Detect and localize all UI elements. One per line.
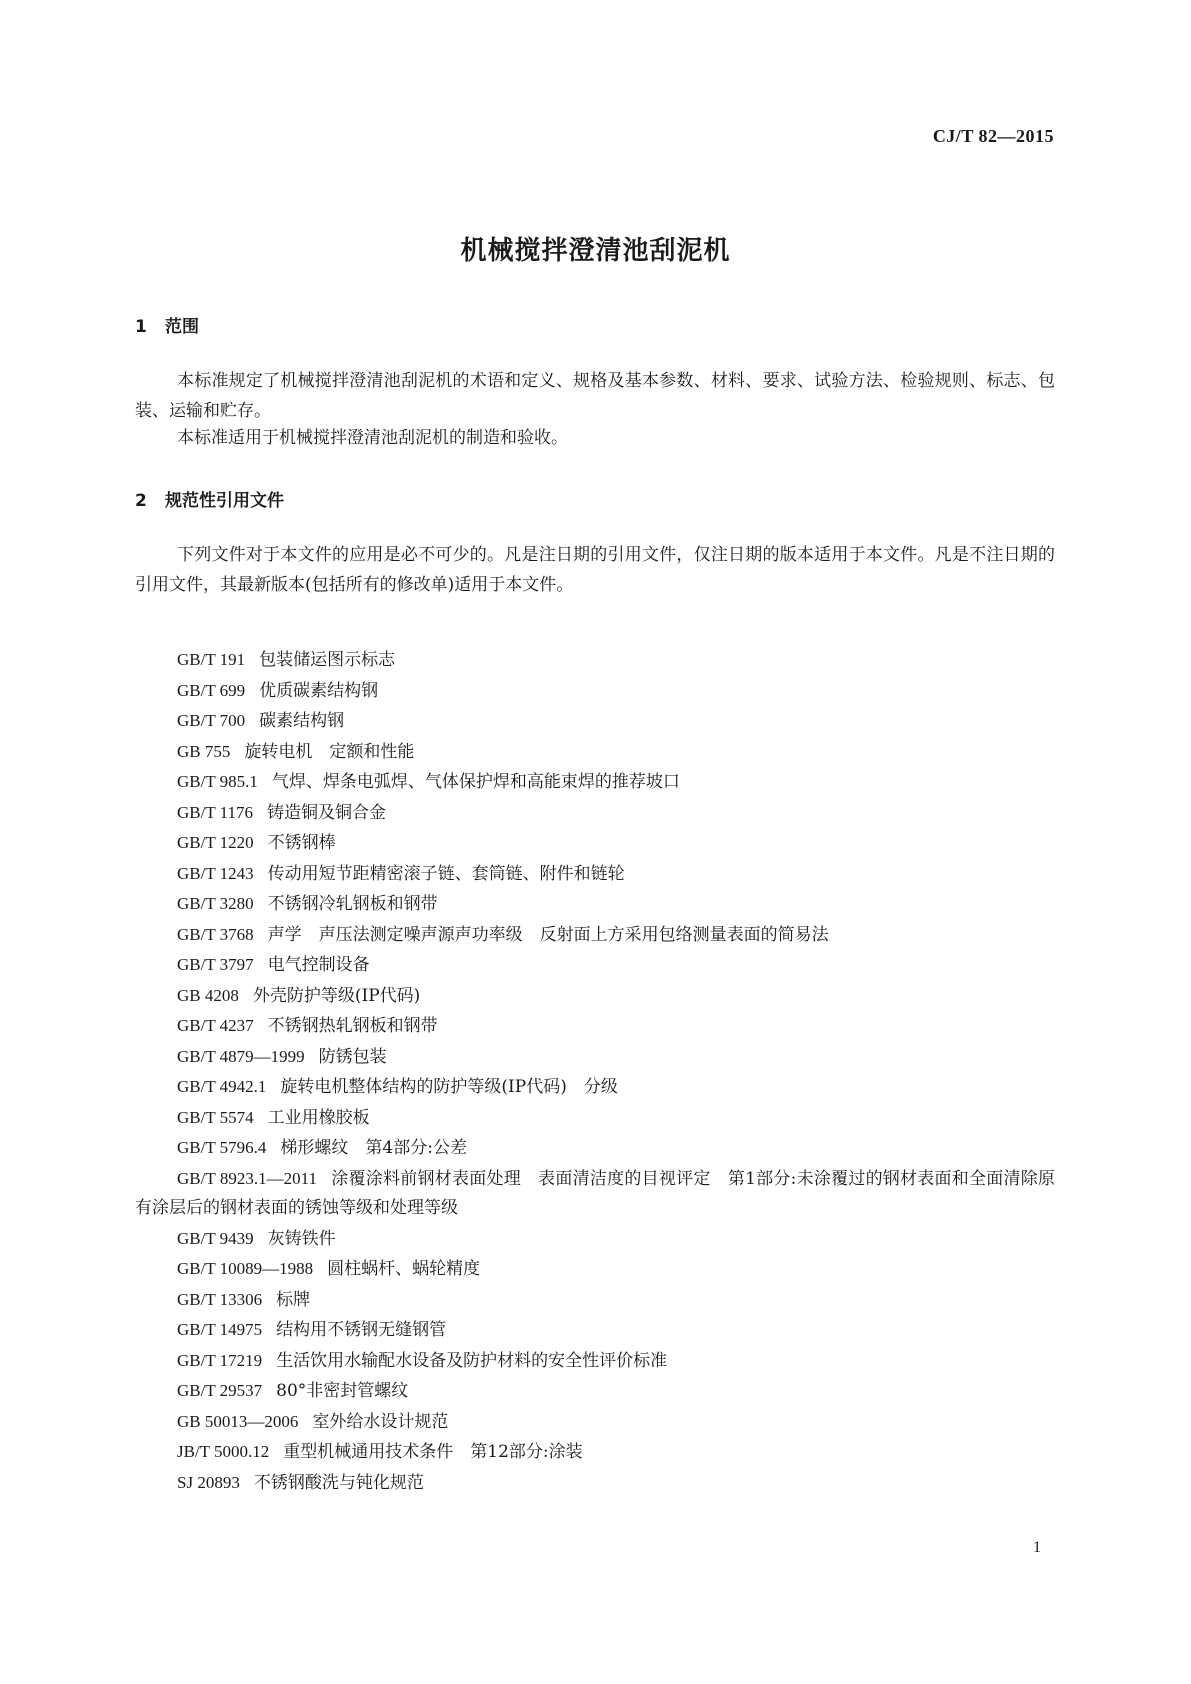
reference-item <box>135 645 1055 676</box>
reference-item <box>135 828 1055 859</box>
reference-code: GB/T 4942.1 <box>177 1077 267 1096</box>
reference-item <box>135 889 1055 920</box>
reference-title: 80°非密封管螺纹 <box>276 1381 409 1401</box>
reference-code: GB/T 9439 <box>177 1228 254 1248</box>
reference-title: 灰铸铁件 <box>267 1228 336 1249</box>
reference-code: GB 755 <box>177 741 231 761</box>
reference-title: 不锈钢棒 <box>267 833 336 853</box>
reference-item <box>135 1042 1055 1073</box>
reference-title: 工业用橡胶板 <box>267 1107 370 1128</box>
reference-title: 室外给水设计规范 <box>312 1411 449 1432</box>
page-number: 1 <box>1033 1539 1041 1556</box>
reference-item <box>135 1376 1055 1407</box>
reference-code: GB/T 1176 <box>177 802 254 822</box>
section-1-paragraph-1: 本标准规定了机械搅拌澄清池刮泥机的术语和定义、规格及基本参数、材料、要求、试验方法、检验规则、标志、包装、运输和贮存。 <box>135 371 1055 421</box>
reference-item <box>135 1164 1055 1224</box>
reference-title: 气焊、焊条电弧焊、气体保护焊和高能束焊的推荐坡口 <box>271 772 680 792</box>
reference-item <box>135 1224 1055 1255</box>
reference-code: GB/T 17219 <box>177 1350 263 1370</box>
reference-title: 外壳防护等级(IP代码) <box>252 985 421 1006</box>
reference-item <box>135 676 1055 707</box>
reference-item <box>135 1285 1055 1316</box>
reference-code: GB/T 191 <box>177 650 246 669</box>
reference-item <box>135 767 1055 798</box>
reference-title: 旋转电机整体结构的防护等级(IP代码) 分级 <box>280 1077 618 1097</box>
normative-references-list <box>135 645 1055 1498</box>
reference-code: GB/T 1243 <box>177 863 254 883</box>
reference-code: GB/T 29537 <box>177 1381 263 1400</box>
reference-title: 旋转电机 定额和性能 <box>244 741 415 762</box>
reference-title: 标牌 <box>276 1289 311 1310</box>
reference-title: 包装储运图示标志 <box>259 650 396 670</box>
reference-code: GB 4208 <box>177 985 239 1005</box>
reference-code: GB/T 13306 <box>177 1289 263 1309</box>
section-number: 2 <box>135 491 147 511</box>
reference-item <box>135 950 1055 981</box>
reference-title: 结构用不锈钢无缝钢管 <box>276 1320 447 1340</box>
reference-title: 圆柱蜗杆、蜗轮精度 <box>327 1259 481 1279</box>
reference-item <box>135 1133 1055 1164</box>
section-2-heading <box>135 486 284 511</box>
reference-title: 铸造铜及铜合金 <box>267 802 387 823</box>
reference-item <box>135 1407 1055 1438</box>
reference-code: GB/T 5796.4 <box>177 1138 267 1157</box>
reference-item <box>135 1072 1055 1103</box>
reference-code: GB/T 3797 <box>177 955 254 974</box>
reference-item <box>135 1011 1055 1042</box>
reference-title: 传动用短节距精密滚子链、套筒链、附件和链轮 <box>267 863 625 884</box>
reference-code: GB/T 8923.1—2011 <box>177 1168 318 1188</box>
reference-title: 不锈钢酸洗与钝化规范 <box>253 1472 424 1493</box>
reference-title: 电气控制设备 <box>267 955 370 975</box>
reference-item <box>135 1254 1055 1285</box>
reference-title: 生活饮用水输配水设备及防护材料的安全性评价标准 <box>276 1350 668 1371</box>
document-title: 机械搅拌澄清池刮泥机 <box>460 236 731 266</box>
reference-item <box>135 920 1055 951</box>
reference-code: GB/T 1220 <box>177 833 254 852</box>
reference-code: JB/T 5000.12 <box>177 1442 270 1461</box>
section-title: 范围 <box>165 317 199 337</box>
reference-code: GB/T 5574 <box>177 1107 254 1127</box>
reference-title: 优质碳素结构钢 <box>259 680 379 701</box>
reference-title: 重型机械通用技术条件 第12部分:涂装 <box>283 1442 583 1462</box>
reference-code: GB/T 14975 <box>177 1320 263 1339</box>
reference-code: GB/T 700 <box>177 711 246 730</box>
reference-code: GB 50013—2006 <box>177 1411 299 1431</box>
reference-code: GB/T 3280 <box>177 894 254 913</box>
reference-code: GB/T 3768 <box>177 924 254 944</box>
section-1-paragraph-2: 本标准适用于机械搅拌澄清池刮泥机的制造和验收。 <box>177 428 568 448</box>
reference-item <box>135 859 1055 890</box>
reference-item <box>135 1103 1055 1134</box>
reference-item <box>135 706 1055 737</box>
reference-title: 不锈钢冷轧钢板和钢带 <box>267 894 438 914</box>
document-code: CJ/T 82—2015 <box>932 126 1054 146</box>
section-1-heading <box>135 312 199 337</box>
reference-title: 碳素结构钢 <box>259 711 345 731</box>
reference-item <box>135 1468 1055 1499</box>
reference-title: 涂覆涂料前钢材表面处理 表面清洁度的目视评定 第1部分:未涂覆过的钢材表面和全面清除原有涂层后的钢材表面的锈蚀等级和处理等级 <box>135 1168 1055 1218</box>
reference-item <box>135 737 1055 768</box>
reference-code: GB/T 4879—1999 <box>177 1046 305 1066</box>
reference-title: 梯形螺纹 第4部分:公差 <box>280 1138 467 1158</box>
reference-item <box>135 981 1055 1012</box>
reference-title: 不锈钢热轧钢板和钢带 <box>267 1016 438 1036</box>
reference-title: 声学 声压法测定噪声源声功率级 反射面上方采用包络测量表面的简易法 <box>267 924 829 945</box>
reference-title: 防锈包装 <box>318 1046 387 1067</box>
reference-code: GB/T 4237 <box>177 1016 254 1035</box>
reference-code: GB/T 10089—1988 <box>177 1259 314 1278</box>
reference-item <box>135 1315 1055 1346</box>
section-title: 规范性引用文件 <box>165 491 284 511</box>
reference-item <box>135 1346 1055 1377</box>
reference-code: SJ 20893 <box>177 1472 240 1492</box>
reference-code: GB/T 699 <box>177 680 246 700</box>
reference-item <box>135 798 1055 829</box>
section-2-paragraph-1: 下列文件对于本文件的应用是必不可少的。凡是注日期的引用文件，仅注日期的版本适用于本文件。凡是不注日期的引用文件，其最新版本(包括所有的修改单)适用于本文件。 <box>135 545 1055 595</box>
reference-code: GB/T 985.1 <box>177 772 258 791</box>
reference-item <box>135 1437 1055 1468</box>
section-number: 1 <box>135 317 147 337</box>
